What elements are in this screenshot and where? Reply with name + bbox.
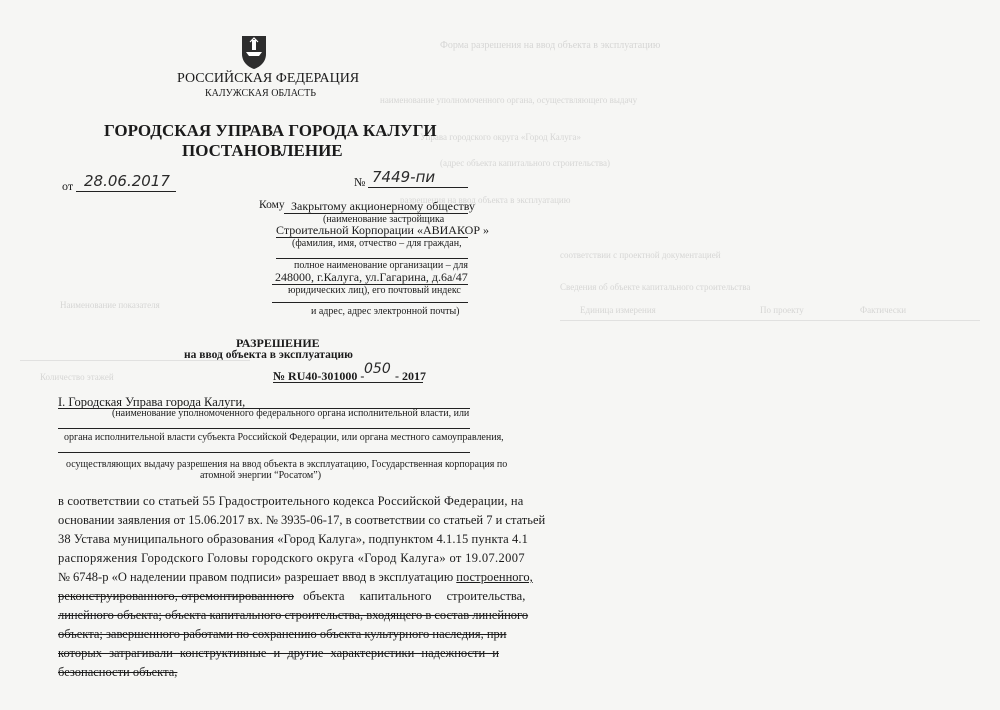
- body-line: распоряжения Городского Головы городского округа «Город Калуга» от 19.07.2007: [58, 551, 525, 565]
- body-line: [58, 570, 533, 585]
- addressee-underline: [272, 302, 468, 303]
- number-handwritten: 7449-пи: [372, 168, 436, 186]
- struck-options: реконструированного, отремонтированного: [58, 589, 294, 603]
- issuer-underline: [58, 452, 470, 453]
- federation-heading: РОССИЙСКАЯ ФЕДЕРАЦИЯ: [177, 71, 360, 86]
- to-label: Кому: [259, 199, 285, 211]
- coat-of-arms-icon: [240, 34, 268, 70]
- bleed-text: соответствии с проектной документацией: [560, 250, 721, 260]
- addressee-caption: (фамилия, имя, отчество – для граждан,: [292, 238, 462, 249]
- bleed-text: Форма разрешения на ввод объекта в эксплуатацию: [440, 40, 661, 51]
- permit-title: РАЗРЕШЕНИЕ: [236, 336, 320, 350]
- body-line: [58, 589, 525, 604]
- addressee-line-1: Закрытому акционерному обществу: [291, 199, 476, 213]
- issuer-caption: атомной энергии “Росатом”): [200, 470, 322, 481]
- addressee-line-2: Строительной Корпорации «АВИАКОР »: [276, 223, 489, 237]
- date-label: от: [62, 179, 74, 193]
- issuer-caption: осуществляющих выдачу разрешения на ввод объекта в эксплуатацию, Государственная корпорация по: [66, 459, 508, 470]
- date-underline: [76, 191, 176, 192]
- addressee-underline: [276, 258, 468, 259]
- body-text-span: № 6748-р «О наделении правом подписи» разрешает ввод в эксплуатацию: [58, 570, 454, 584]
- addressee-line-3: 248000, г.Калуга, ул.Гагарина, д.6а/47: [275, 270, 468, 284]
- bleed-text: Фактически: [860, 305, 907, 315]
- body-line: в соответствии со статьей 55 Градостроительного кодекса Российской Федерации, на: [58, 494, 524, 508]
- bleed-text: (адрес объекта капитального строительства): [440, 158, 610, 168]
- bleed-text: Количество этажей: [40, 372, 114, 382]
- issuer-caption: органа исполнительной власти субъекта Российской Федерации, или органа местного самоуправления,: [64, 432, 504, 443]
- bleed-text: Единица измерения: [580, 305, 656, 315]
- authority-title: ГОРОДСКАЯ УПРАВА ГОРОДА КАЛУГИ: [104, 121, 437, 140]
- date-handwritten: 28.06.2017: [84, 172, 170, 190]
- addressee-caption: и адрес, адрес электронной почты): [311, 306, 460, 317]
- struck-line: линейного объекта; объекта капитального строительства, входящего в состав линейного: [58, 608, 529, 622]
- permit-number-suffix: - 2017: [395, 369, 426, 383]
- body-line: основании заявления от 15.06.2017 вх. № 3935-06-17, в соответствии со статьей 7 и статьей: [58, 513, 546, 527]
- bleed-text: Управа городского округа «Город Калуга»: [420, 132, 581, 142]
- addressee-caption: полное наименование организации – для: [294, 260, 468, 271]
- bleed-text: наименование уполномоченного органа, осуществляющего выдачу: [380, 95, 638, 105]
- struck-line: которых затрагивали конструктивные и другие характеристики надежности и: [58, 646, 499, 660]
- region-heading: КАЛУЖСКАЯ ОБЛАСТЬ: [205, 88, 316, 99]
- issuer-line: I. Городская Управа города Калуги,: [58, 395, 246, 409]
- bleed-line: [560, 320, 980, 321]
- bleed-text: Сведения об объекте капитального строительства: [560, 282, 751, 292]
- body-line: 38 Устава муниципального образования «Город Калуга», подпунктом 4.1.15 пункта 4.1: [58, 532, 528, 546]
- struck-line: объекта; завершенного работами по сохранению объекта культурного наследия, при: [58, 627, 507, 641]
- number-label: №: [354, 175, 366, 189]
- addressee-caption: юридических лиц), его почтовый индекс: [288, 285, 461, 296]
- permit-subtitle: на ввод объекта в эксплуатацию: [184, 349, 353, 361]
- bleed-text: По проекту: [760, 305, 804, 315]
- addressee-caption: (наименование застройщика: [323, 214, 445, 225]
- built-option: построенного,: [456, 570, 533, 584]
- body-text-span: объекта капитального строительства,: [303, 589, 526, 603]
- permit-number-handwritten: 050: [364, 361, 391, 377]
- permit-number-prefix: № RU40-301000 -: [273, 369, 365, 383]
- struck-line: безопасности объекта,: [58, 665, 178, 679]
- bleed-text: Наименование показателя: [60, 300, 160, 310]
- issuer-underline: [58, 428, 470, 429]
- bleed-text: разрешения на ввод объекта в эксплуатацию: [400, 195, 571, 205]
- issuer-caption: (наименование уполномоченного федерального органа исполнительной власти, или: [112, 408, 470, 419]
- document-kind-title: ПОСТАНОВЛЕНИЕ: [182, 141, 343, 160]
- number-underline: [368, 187, 468, 188]
